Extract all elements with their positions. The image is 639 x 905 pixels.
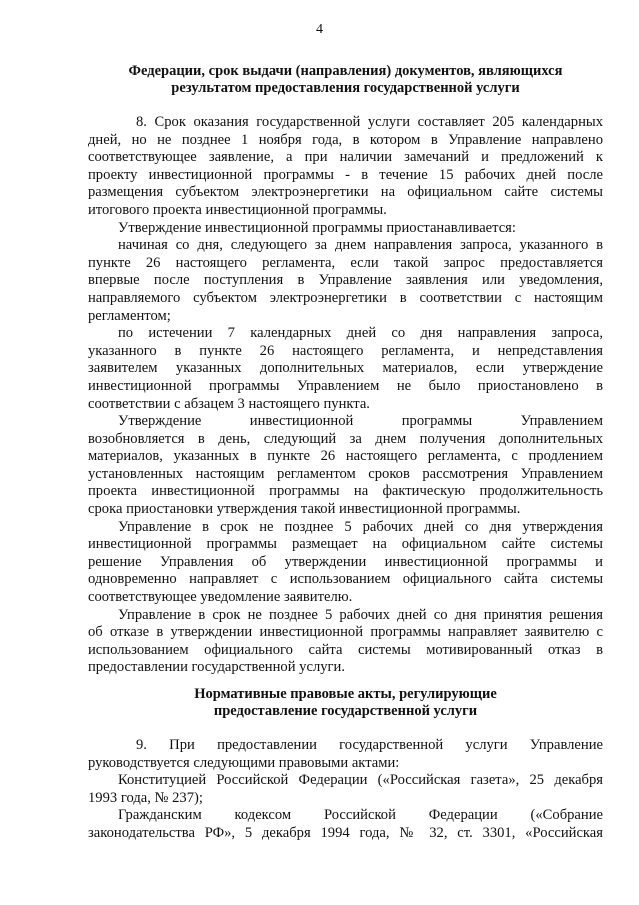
- section-body-deadline: [88, 114, 603, 677]
- text-line: возобновляется в день, следующий за днем получения дополнительных: [88, 430, 603, 447]
- page-number: 4: [316, 22, 323, 37]
- text-line: 1993 года, № 237);: [88, 789, 203, 806]
- paragraph: [88, 737, 603, 772]
- heading-line: Федерации, срок выдачи (направления) документов, являющихся: [128, 63, 563, 79]
- text-line: срока приостановки утверждения такой инвестиционной программы.: [88, 501, 521, 518]
- section-body-legal-acts: [88, 737, 603, 843]
- text-line: начиная со дня, следующего за днем направления запроса, указанного в: [118, 237, 603, 254]
- text-line: законодательства РФ», 5 декабря 1994 года, № 32, ст. 3301, «Российская: [88, 824, 603, 841]
- text-line: итогового проекта инвестиционной программы.: [88, 201, 387, 218]
- text-line: 8. Срок оказания государственной услуги составляет 205 календарных: [136, 114, 603, 130]
- text-line: заявителем указанных дополнительных материалов, если утверждение: [88, 360, 603, 377]
- heading-line: Нормативные правовые акты, регулирующие: [194, 686, 497, 702]
- heading-line: предоставление государственной услуги: [213, 703, 478, 719]
- text-line: дней, но не позднее 1 ноября года, в котором в Управление направлено: [88, 131, 603, 148]
- text-line: Управление в срок не позднее 5 рабочих дней со дня утверждения: [118, 518, 603, 535]
- text-line: соответствующее заявление, а при наличии замечаний и предложений к: [88, 149, 603, 166]
- text-line: инвестиционной программы Управлением не было приостановлено в: [88, 377, 603, 394]
- text-line: Гражданским кодексом Российской Федерации («Собрание: [118, 807, 603, 824]
- text-line: Управление в срок не позднее 5 рабочих дней со дня принятия решения: [118, 606, 603, 623]
- text-line: установленных настоящим регламентом сроков рассмотрения Управлением: [88, 465, 603, 482]
- text-line: Утверждение инвестиционной программы Управлением: [118, 413, 603, 430]
- text-line: регламентом;: [88, 307, 171, 324]
- text-line: решение Управления об утверждении инвестиционной программы и: [88, 553, 603, 570]
- paragraph: [88, 607, 603, 677]
- text-line: материалов, указанных в пункте 26 настоящего регламента, с продлением: [88, 448, 603, 465]
- text-line: одновременно направляет с использованием официального сайта системы: [88, 571, 603, 588]
- text-line: проекту инвестиционной программы - в течение 15 рабочих дней после: [88, 166, 603, 183]
- paragraph: [88, 220, 603, 238]
- paragraph: [88, 114, 603, 220]
- text-line: Утверждение инвестиционной программы приостанавливается:: [118, 219, 516, 236]
- text-line: соответствии с абзацем 3 настоящего пункта.: [88, 395, 370, 412]
- text-line: по истечении 7 календарных дней со дня направления запроса,: [118, 325, 603, 342]
- paragraph: [88, 519, 603, 607]
- text-line: 9. При предоставлении государственной услуги Управление: [136, 737, 603, 753]
- section-heading-legal-acts: [88, 686, 603, 720]
- text-line: об отказе в утверждении инвестиционной программы направляет заявителю с: [88, 624, 603, 641]
- text-line: соответствующее уведомление заявителю.: [88, 589, 353, 606]
- text-line: указанного в пункте 26 настоящего регламента, и непредставления: [88, 342, 603, 359]
- section-heading-deadline: [88, 63, 603, 97]
- text-line: Конституцией Российской Федерации («Российская газета», 25 декабря: [118, 772, 603, 789]
- text-line: пункте 26 настоящего регламента, если такой запрос предоставляется: [88, 254, 603, 271]
- paragraph: [88, 772, 603, 807]
- text-line: руководствуется следующими правовыми актами:: [88, 754, 400, 771]
- heading-line: результатом предоставления государственной услуги: [171, 80, 520, 96]
- text-line: впервые после поступления в Управление заявления или уведомления,: [88, 272, 603, 289]
- text-line: проекта инвестиционной программы на фактическую продолжительность: [88, 483, 603, 500]
- text-line: размещения субъектом электроэнергетики на официальном сайте системы: [88, 184, 603, 201]
- text-line: инвестиционной программы размещает на официальном сайте системы: [88, 536, 603, 553]
- paragraph: [88, 413, 603, 519]
- paragraph: [88, 325, 603, 413]
- text-line: предоставлении государственной услуги.: [88, 659, 345, 676]
- paragraph: [88, 807, 603, 842]
- text-line: использованием официального сайта системы мотивированный отказ в: [88, 641, 603, 658]
- paragraph: [88, 237, 603, 325]
- text-line: направляемого субъектом электроэнергетики в соответствии с настоящим: [88, 289, 603, 306]
